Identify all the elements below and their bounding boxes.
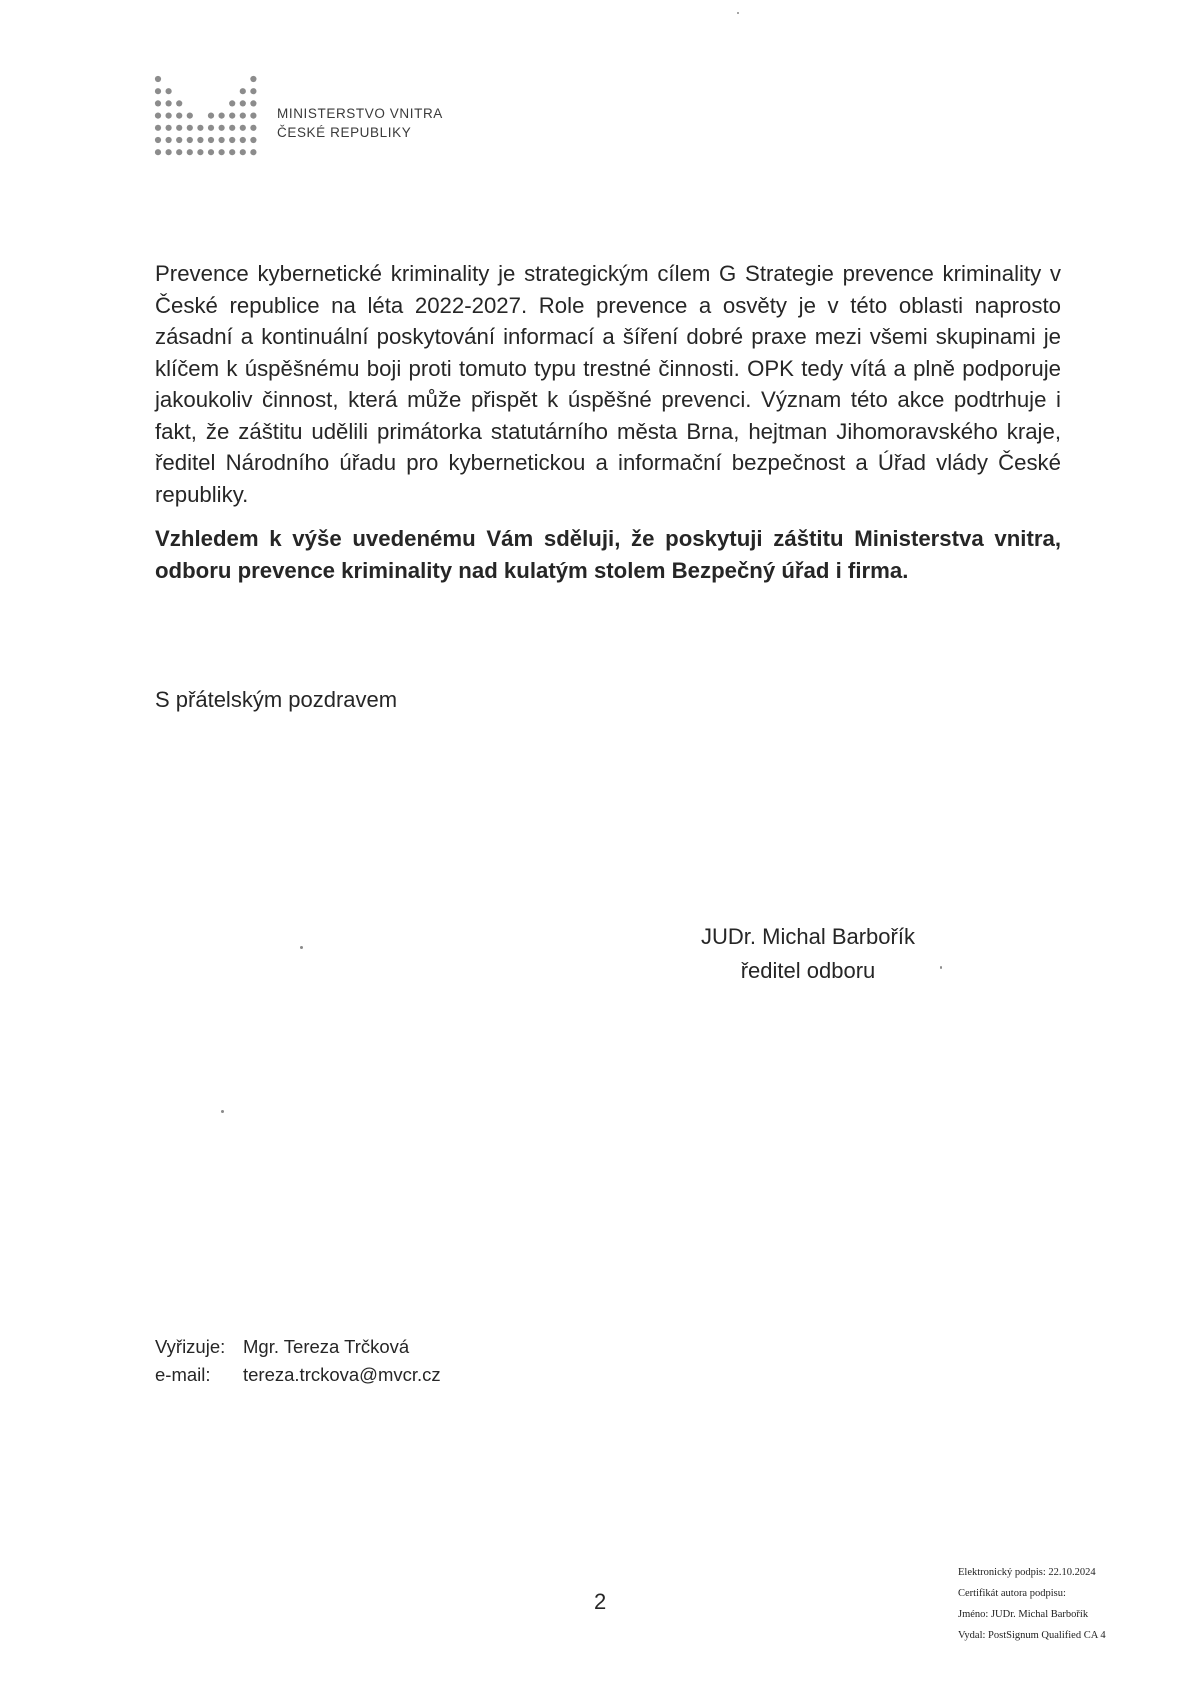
body-paragraph: Prevence kybernetické kriminality je strategickým cílem G Strategie prevence kriminality v České republice na léta 2022-2027. Role prevence a osvěty je v této oblasti naprosto zásadní a kontinuální poskytování informací a šíření dobré praxe mezi všemi skupinami je klíčem k úspěšnému boji proti tomuto typu trestné činnosti. OPK tedy vítá a plně podporuje jakoukoliv činnost, která může přispět k úspěšné prevenci. Význam této akce podtrhuje i fakt, že záštitu udělili primátorka statutárního města Brna, hejtman Jihomoravského kraje, ředitel Národního úřadu pro kybernetickou a informační bezpečnost a Úřad vlády České republiky. [155, 261, 1061, 507]
logo-dot [176, 113, 182, 119]
ministry-logo-icon [153, 74, 263, 160]
ministry-name-line1: MINISTERSTVO VNITRA [277, 106, 443, 121]
scan-speck [300, 946, 303, 949]
logo-dot [208, 125, 214, 131]
handler-row [155, 1333, 441, 1361]
logo-dot [240, 125, 246, 131]
scan-speck [940, 966, 942, 969]
patronage-statement: Vzhledem k výše uvedenému Vám sděluji, že poskytuji záštitu Ministerstva vnitra, odboru prevence kriminality nad kulatým stolem Bezpečný úřad i firma. [155, 526, 1061, 583]
logo-dot [250, 76, 256, 82]
handler-value: Mgr. Tereza Trčková [243, 1336, 410, 1357]
esign-certificate: Certifikát autora podpisu: [958, 1588, 1066, 1599]
logo-dot [229, 137, 235, 143]
logo-dot [197, 149, 203, 155]
logo-dot [240, 113, 246, 119]
logo-dot [176, 149, 182, 155]
logo-dot [240, 100, 246, 106]
logo-dot [229, 125, 235, 131]
page-number: 2 [594, 1589, 607, 1614]
logo-dot [240, 137, 246, 143]
logo-dot [166, 149, 172, 155]
logo-dot [240, 88, 246, 94]
logo-dot [250, 149, 256, 155]
electronic-signature-stamp [958, 1562, 1106, 1646]
logo-dot [208, 149, 214, 155]
esign-name: Jméno: JUDr. Michal Barbořík [958, 1609, 1089, 1620]
logo-dot [187, 113, 193, 119]
logo-dot [250, 100, 256, 106]
logo-dot [250, 137, 256, 143]
scan-speck [221, 1110, 224, 1113]
signatory-title: ředitel odboru [740, 958, 876, 983]
email-value[interactable]: tereza.trckova@mvcr.cz [243, 1364, 441, 1385]
logo-dot [229, 113, 235, 119]
logo-dot [229, 100, 235, 106]
logo-dot [155, 149, 161, 155]
logo-dot [197, 125, 203, 131]
logo-dot [155, 88, 161, 94]
logo-dot [208, 113, 214, 119]
signature-block [688, 920, 928, 988]
logo-dot [250, 88, 256, 94]
logo-dot [155, 76, 161, 82]
logo-dot [219, 149, 225, 155]
logo-dot [187, 137, 193, 143]
ministry-name-line2: ČESKÉ REPUBLIKY [277, 125, 412, 140]
logo-dot [250, 113, 256, 119]
logo-dot [155, 125, 161, 131]
ministry-name [277, 104, 443, 142]
logo-dot [155, 100, 161, 106]
logo-dot [176, 137, 182, 143]
esign-issuer: Vydal: PostSignum Qualified CA 4 [958, 1630, 1106, 1641]
logo-dot [197, 137, 203, 143]
logo-dot [219, 137, 225, 143]
logo-dot [166, 113, 172, 119]
logo-dot [166, 125, 172, 131]
logo-dot [166, 100, 172, 106]
contact-block [155, 1333, 441, 1389]
logo-dot [187, 125, 193, 131]
esign-date: Elektronický podpis: 22.10.2024 [958, 1567, 1096, 1578]
logo-dot [176, 125, 182, 131]
closing-greeting: S přátelským pozdravem [155, 687, 398, 712]
scan-speck [737, 12, 739, 14]
handler-label: Vyřizuje: [155, 1336, 226, 1357]
logo-dot [208, 137, 214, 143]
logo-dot [166, 137, 172, 143]
email-label: e-mail: [155, 1364, 211, 1385]
logo-dot [240, 149, 246, 155]
logo-dot [155, 137, 161, 143]
logo-dot [219, 125, 225, 131]
signatory-name: JUDr. Michal Barbořík [701, 924, 915, 949]
logo-dot [219, 113, 225, 119]
logo-dot [166, 88, 172, 94]
email-row [155, 1361, 441, 1389]
logo-dot [229, 149, 235, 155]
logo-dot [155, 113, 161, 119]
logo-dot [176, 100, 182, 106]
logo-dot [187, 149, 193, 155]
logo-dot [250, 125, 256, 131]
